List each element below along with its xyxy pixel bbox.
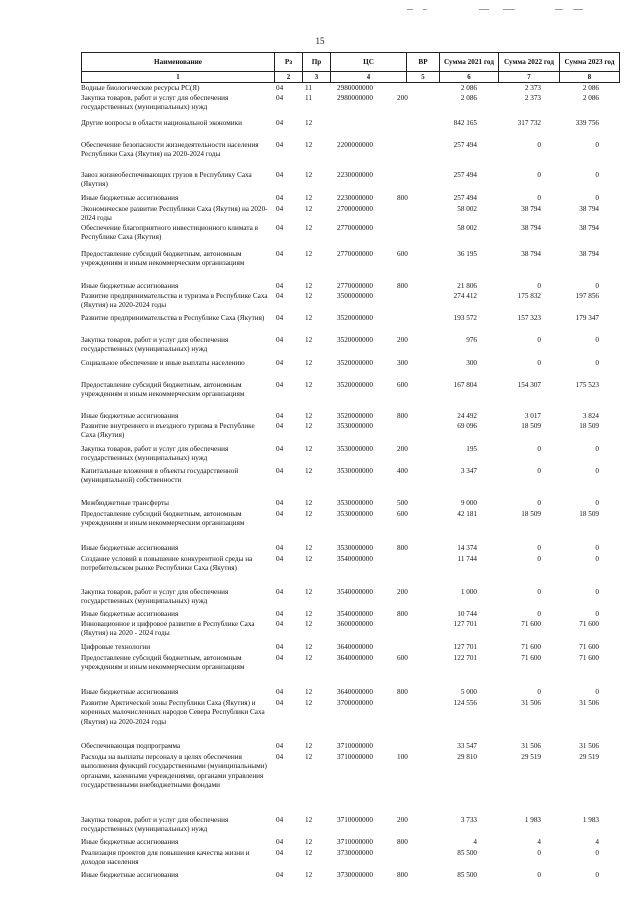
row-sum-2021: 36 195: [457, 250, 477, 258]
row-name: Капитальные вложения в объекты государственной (муниципальной) собственности: [81, 467, 239, 485]
row-pr: 12: [305, 445, 313, 453]
row-sum-2022: 38 794: [521, 250, 541, 258]
row-sum-2021: 14 374: [457, 544, 477, 552]
row-rz: 04: [276, 224, 284, 232]
row-name: Иные бюджетные ассигнования: [81, 838, 179, 846]
row-name: Развитие предпринимательства и туризма в Республике Саха (Якутия) на 2020-2024 годы: [81, 292, 268, 310]
row-sum-2022: 29 519: [521, 753, 541, 761]
row-rz: 04: [276, 336, 284, 344]
row-pr: 12: [305, 119, 313, 127]
row-sum-2022: 0: [537, 499, 541, 507]
row-sum-2021: 11 744: [457, 555, 477, 563]
row-sum-2022: 0: [537, 445, 541, 453]
row-pr: 12: [305, 654, 313, 662]
row-sum-2021: 127 701: [453, 620, 477, 628]
row-name: Иные бюджетные ассигнования: [81, 688, 179, 696]
row-rz: 04: [276, 753, 284, 761]
row-rz: 04: [276, 194, 284, 202]
row-rz: 04: [276, 250, 284, 258]
column-header-sum-2021: Сумма 2021 год: [440, 53, 499, 72]
row-cs: 3530000000: [337, 422, 373, 430]
row-name: Иные бюджетные ассигнования: [81, 194, 179, 202]
row-pr: 12: [305, 499, 313, 507]
row-sum-2022: 0: [537, 359, 541, 367]
row-sum-2023: 0: [595, 194, 599, 202]
column-number: 2: [275, 72, 303, 83]
row-pr: 12: [305, 688, 313, 696]
row-name: Обеспечивающая подпрограмма: [81, 742, 181, 750]
row-rz: 04: [276, 94, 284, 102]
row-cs: 2200000000: [337, 141, 373, 149]
row-pr: 12: [305, 816, 313, 824]
row-cs: 3640000000: [337, 654, 373, 662]
row-sum-2021: 193 572: [453, 314, 477, 322]
row-sum-2021: 10 744: [457, 610, 477, 618]
row-pr: 12: [305, 467, 313, 475]
row-sum-2023: 0: [595, 849, 599, 857]
row-vr: 800: [397, 838, 408, 846]
table-header: [81, 52, 620, 83]
row-sum-2021: 257 494: [453, 141, 477, 149]
row-sum-2021: 69 096: [457, 422, 477, 430]
row-rz: 04: [276, 359, 284, 367]
row-sum-2022: 0: [537, 871, 541, 879]
row-sum-2023: 0: [595, 141, 599, 149]
column-header-sum-2023: Сумма 2023 год: [560, 53, 620, 72]
row-rz: 04: [276, 445, 284, 453]
row-sum-2021: 3 347: [460, 467, 477, 475]
row-cs: 3710000000: [337, 742, 373, 750]
row-pr: 12: [305, 314, 313, 322]
row-rz: 04: [276, 838, 284, 846]
row-sum-2023: 4: [595, 838, 599, 846]
row-name: Предоставление субсидий бюджетным, автономным учреждениям и иным некоммерческим организациям: [81, 381, 245, 399]
row-name: Закупка товаров, работ и услуг для обеспечения государственных (муниципальных) нужд: [81, 336, 229, 354]
row-sum-2022: 317 732: [517, 119, 541, 127]
row-name: Иные бюджетные ассигнования: [81, 544, 179, 552]
row-cs: 3520000000: [337, 381, 373, 389]
row-cs: 3500000000: [337, 292, 373, 300]
row-sum-2021: 167 804: [453, 381, 477, 389]
row-rz: 04: [276, 381, 284, 389]
row-sum-2021: 4: [473, 838, 477, 846]
row-sum-2023: 0: [595, 610, 599, 618]
row-sum-2022: 1 983: [524, 816, 541, 824]
row-sum-2022: 0: [537, 588, 541, 596]
row-pr: 12: [305, 742, 313, 750]
row-sum-2021: 58 002: [457, 224, 477, 232]
row-rz: 04: [276, 205, 284, 213]
row-pr: 12: [305, 699, 313, 707]
row-rz: 04: [276, 292, 284, 300]
row-rz: 04: [276, 588, 284, 596]
row-sum-2023: 0: [595, 588, 599, 596]
row-sum-2022: 0: [537, 610, 541, 618]
row-sum-2023: 339 756: [575, 119, 599, 127]
page-number: 15: [315, 36, 325, 46]
row-sum-2023: 71 600: [579, 620, 599, 628]
row-sum-2022: 0: [537, 336, 541, 344]
row-sum-2022: 154 307: [517, 381, 541, 389]
row-cs: 3600000000: [337, 620, 373, 628]
row-cs: 3540000000: [337, 555, 373, 563]
row-sum-2021: 3 733: [460, 816, 477, 824]
row-sum-2023: 1 983: [582, 816, 599, 824]
row-sum-2023: 0: [595, 171, 599, 179]
row-pr: 11: [305, 94, 312, 102]
column-number: 5: [407, 72, 440, 83]
row-sum-2021: 2 086: [460, 94, 477, 102]
row-vr: 800: [397, 871, 408, 879]
row-name: Инновационное и цифровое развитие в Республике Саха (Якутия) на 2020 - 2024 годы: [81, 620, 255, 638]
column-header-sum-2022: Сумма 2022 год: [499, 53, 560, 72]
row-rz: 04: [276, 654, 284, 662]
row-rz: 04: [276, 610, 284, 618]
row-rz: 04: [276, 643, 284, 651]
row-name: Закупка товаров, работ и услуг для обеспечения государственных (муниципальных) нужд: [81, 588, 229, 606]
row-sum-2023: 38 794: [579, 250, 599, 258]
row-sum-2022: 71 600: [521, 654, 541, 662]
column-number: 8: [560, 72, 620, 83]
row-rz: 04: [276, 742, 284, 750]
row-vr: 800: [397, 610, 408, 618]
row-cs: 3530000000: [337, 510, 373, 518]
row-cs: 2980000000: [337, 84, 373, 92]
row-sum-2022: 4: [537, 838, 541, 846]
row-sum-2022: 18 509: [521, 422, 541, 430]
row-name: Создание условий в повышение конкурентной среды на потребительском рынке Республики Саха (Якутия): [81, 555, 253, 573]
row-sum-2022: 3 017: [524, 412, 541, 420]
row-sum-2023: 2 086: [582, 84, 599, 92]
row-sum-2021: 300: [466, 359, 477, 367]
row-rz: 04: [276, 119, 284, 127]
row-vr: 200: [397, 94, 408, 102]
row-sum-2021: 257 494: [453, 194, 477, 202]
row-cs: 3710000000: [337, 753, 373, 761]
row-name: Реализация проектов для повышения качества жизни и доходов населения: [81, 849, 250, 867]
row-pr: 12: [305, 412, 313, 420]
row-sum-2023: 0: [595, 282, 599, 290]
row-sum-2022: 18 509: [521, 510, 541, 518]
row-rz: 04: [276, 555, 284, 563]
row-name: Экономическое развитие Республики Саха (Якутия) на 2020-2024 годы: [81, 205, 268, 223]
row-rz: 04: [276, 544, 284, 552]
row-name: Иные бюджетные ассигнования: [81, 610, 179, 618]
row-cs: 2770000000: [337, 250, 373, 258]
row-sum-2022: 71 600: [521, 643, 541, 651]
row-sum-2022: 71 600: [521, 620, 541, 628]
row-cs: 3530000000: [337, 467, 373, 475]
row-sum-2022: 0: [537, 282, 541, 290]
row-pr: 12: [305, 544, 313, 552]
row-sum-2022: 175 832: [517, 292, 541, 300]
row-pr: 12: [305, 620, 313, 628]
row-rz: 04: [276, 314, 284, 322]
row-sum-2023: 0: [595, 688, 599, 696]
row-sum-2022: 0: [537, 171, 541, 179]
row-sum-2023: 0: [595, 467, 599, 475]
row-vr: 800: [397, 194, 408, 202]
row-rz: 04: [276, 84, 284, 92]
row-pr: 12: [305, 510, 313, 518]
row-pr: 12: [305, 588, 313, 596]
row-sum-2023: 0: [595, 544, 599, 552]
row-rz: 04: [276, 467, 284, 475]
row-name: Социальное обеспечение и иные выплаты населению: [81, 359, 245, 367]
row-sum-2022: 0: [537, 194, 541, 202]
row-sum-2022: 157 323: [517, 314, 541, 322]
row-name: Обеспечение благоприятного инвестиционного климата в Республике Саха (Якутия): [81, 224, 258, 242]
row-vr: 800: [397, 282, 408, 290]
row-vr: 200: [397, 588, 408, 596]
row-name: Цифровые технологии: [81, 643, 151, 651]
row-cs: 3640000000: [337, 643, 373, 651]
row-rz: 04: [276, 510, 284, 518]
row-pr: 12: [305, 282, 313, 290]
row-cs: 3520000000: [337, 359, 373, 367]
row-vr: 300: [397, 359, 408, 367]
row-vr: 800: [397, 688, 408, 696]
row-sum-2022: 0: [537, 849, 541, 857]
row-sum-2021: 257 494: [453, 171, 477, 179]
row-cs: 3530000000: [337, 544, 373, 552]
row-sum-2022: 38 794: [521, 205, 541, 213]
row-sum-2022: 0: [537, 467, 541, 475]
row-vr: 600: [397, 381, 408, 389]
row-cs: 3520000000: [337, 314, 373, 322]
row-pr: 12: [305, 171, 313, 179]
row-pr: 12: [305, 422, 313, 430]
row-cs: 2770000000: [337, 224, 373, 232]
column-number: 4: [331, 72, 407, 83]
row-sum-2021: 85 500: [457, 871, 477, 879]
row-name: Расходы на выплаты персоналу в целях обеспечения выполнения функций государственными (муниципальными) органами, казенными учреждениями, органами управления государственными внебюджетными фондами: [81, 753, 267, 790]
column-header-pr: Пр: [303, 53, 331, 72]
row-cs: 2980000000: [337, 94, 373, 102]
row-vr: 800: [397, 544, 408, 552]
row-sum-2021: 124 556: [453, 699, 477, 707]
row-sum-2022: 2 373: [524, 84, 541, 92]
row-vr: 600: [397, 654, 408, 662]
row-cs: 3530000000: [337, 499, 373, 507]
row-vr: 100: [397, 753, 408, 761]
row-vr: 800: [397, 412, 408, 420]
row-rz: 04: [276, 871, 284, 879]
row-sum-2023: 38 794: [579, 224, 599, 232]
row-sum-2022: 2 373: [524, 94, 541, 102]
row-vr: 200: [397, 445, 408, 453]
row-sum-2023: 18 509: [579, 510, 599, 518]
row-rz: 04: [276, 141, 284, 149]
row-sum-2021: 29 810: [457, 753, 477, 761]
row-rz: 04: [276, 688, 284, 696]
column-number: 1: [82, 72, 275, 83]
row-rz: 04: [276, 282, 284, 290]
column-header-vr: ВР: [407, 53, 440, 72]
column-number: 3: [303, 72, 331, 83]
row-pr: 12: [305, 555, 313, 563]
row-pr: 12: [305, 849, 313, 857]
row-sum-2021: 58 002: [457, 205, 477, 213]
row-name: Обеспечение безопасности жизнедеятельности населения Республики Саха (Якутия) на 2020-2024 годы: [81, 141, 259, 159]
row-sum-2021: 5 000: [460, 688, 477, 696]
row-sum-2023: 0: [595, 336, 599, 344]
row-pr: 12: [305, 643, 313, 651]
row-sum-2023: 29 519: [579, 753, 599, 761]
row-rz: 04: [276, 699, 284, 707]
row-name: Развитие Арктической зоны Республики Саха (Якутия) и коренных малочисленных народов Севера Республики Саха (Якутия) на 2020-2024 годы: [81, 699, 265, 726]
row-sum-2021: 21 806: [457, 282, 477, 290]
row-sum-2021: 9 000: [460, 499, 477, 507]
row-sum-2021: 42 181: [457, 510, 477, 518]
row-vr: 600: [397, 510, 408, 518]
row-sum-2021: 1 000: [460, 588, 477, 596]
row-sum-2023: 179 347: [575, 314, 599, 322]
row-sum-2021: 195: [466, 445, 477, 453]
row-cs: 3640000000: [337, 688, 373, 696]
row-sum-2022: 31 506: [521, 742, 541, 750]
row-pr: 12: [305, 224, 313, 232]
row-cs: 3530000000: [337, 445, 373, 453]
row-sum-2023: 197 856: [575, 292, 599, 300]
row-sum-2023: 3 824: [582, 412, 599, 420]
row-sum-2023: 71 600: [579, 643, 599, 651]
row-vr: 200: [397, 336, 408, 344]
row-rz: 04: [276, 816, 284, 824]
row-cs: 3730000000: [337, 871, 373, 879]
column-header-rz: Рз: [275, 53, 303, 72]
row-sum-2021: 976: [466, 336, 477, 344]
column-header-cs: ЦС: [331, 53, 407, 72]
row-sum-2023: 38 794: [579, 205, 599, 213]
row-name: Предоставление субсидий бюджетным, автономным учреждениям и иным некоммерческим организациям: [81, 654, 245, 672]
row-cs: 2230000000: [337, 171, 373, 179]
row-pr: 12: [305, 838, 313, 846]
row-pr: 12: [305, 381, 313, 389]
row-cs: 3730000000: [337, 849, 373, 857]
row-rz: 04: [276, 620, 284, 628]
row-name: Закупка товаров, работ и услуг для обеспечения государственных (муниципальных) нужд: [81, 445, 229, 463]
row-name: Развитие предпринимательства в Республике Саха (Якутия): [81, 314, 265, 322]
row-sum-2021: 24 492: [457, 412, 477, 420]
column-number: 6: [440, 72, 499, 83]
row-pr: 12: [305, 336, 313, 344]
row-sum-2023: 0: [595, 555, 599, 563]
row-name: Предоставление субсидий бюджетным, автономным учреждениям и иным некоммерческим организациям: [81, 250, 245, 268]
row-name: Завоз жизнеобеспечивающих грузов в Республику Саха (Якутия): [81, 171, 252, 189]
row-sum-2022: 0: [537, 688, 541, 696]
row-sum-2022: 0: [537, 555, 541, 563]
row-cs: 3710000000: [337, 816, 373, 824]
row-name: Развитие внутреннего и въездного туризма в Республике Саха (Якутия): [81, 422, 255, 440]
row-pr: 11: [305, 84, 312, 92]
column-header-name: Наименование: [82, 53, 275, 72]
row-sum-2021: 33 547: [457, 742, 477, 750]
row-pr: 12: [305, 610, 313, 618]
row-vr: 500: [397, 499, 408, 507]
row-pr: 12: [305, 871, 313, 879]
row-sum-2023: 18 509: [579, 422, 599, 430]
row-vr: 400: [397, 467, 408, 475]
row-name: Межбюджетные трансферты: [81, 499, 169, 507]
row-name: Предоставление субсидий бюджетным, автономным учреждениям и иным некоммерческим организациям: [81, 510, 245, 528]
row-cs: 3710000000: [337, 838, 373, 846]
row-sum-2023: 0: [595, 871, 599, 879]
row-cs: 2230000000: [337, 194, 373, 202]
row-cs: 3700000000: [337, 699, 373, 707]
row-rz: 04: [276, 171, 284, 179]
row-rz: 04: [276, 499, 284, 507]
row-name: Иные бюджетные ассигнования: [81, 412, 179, 420]
row-sum-2023: 31 506: [579, 699, 599, 707]
column-number: 7: [499, 72, 560, 83]
row-cs: 3540000000: [337, 610, 373, 618]
row-pr: 12: [305, 194, 313, 202]
row-sum-2021: 2 086: [460, 84, 477, 92]
row-cs: 3520000000: [337, 412, 373, 420]
row-vr: 200: [397, 816, 408, 824]
row-sum-2023: 0: [595, 445, 599, 453]
row-sum-2021: 842 165: [453, 119, 477, 127]
row-vr: 600: [397, 250, 408, 258]
row-sum-2023: 31 506: [579, 742, 599, 750]
row-sum-2023: 2 086: [582, 94, 599, 102]
row-name: Иные бюджетные ассигнования: [81, 282, 179, 290]
row-sum-2023: 0: [595, 359, 599, 367]
row-name: Закупка товаров, работ и услуг для обеспечения государственных (муниципальных) нужд: [81, 816, 229, 834]
row-pr: 12: [305, 292, 313, 300]
row-sum-2022: 0: [537, 544, 541, 552]
row-name: Другие вопросы в области национальной экономики: [81, 119, 242, 127]
row-rz: 04: [276, 422, 284, 430]
row-cs: 2770000000: [337, 282, 373, 290]
row-rz: 04: [276, 849, 284, 857]
row-rz: 04: [276, 412, 284, 420]
row-sum-2021: 127 701: [453, 643, 477, 651]
row-sum-2023: 71 600: [579, 654, 599, 662]
scan-artifact-marks: [395, 9, 595, 13]
row-sum-2021: 122 701: [453, 654, 477, 662]
row-pr: 12: [305, 205, 313, 213]
row-name: Закупка товаров, работ и услуг для обеспечения государственных (муниципальных) нужд: [81, 94, 229, 112]
row-cs: 3540000000: [337, 588, 373, 596]
row-sum-2021: 85 500: [457, 849, 477, 857]
row-cs: 3520000000: [337, 336, 373, 344]
row-pr: 12: [305, 753, 313, 761]
row-pr: 12: [305, 359, 313, 367]
row-sum-2023: 0: [595, 499, 599, 507]
row-name: Иные бюджетные ассигнования: [81, 871, 179, 879]
row-cs: 2700000000: [337, 205, 373, 213]
row-sum-2023: 175 523: [575, 381, 599, 389]
row-sum-2022: 31 506: [521, 699, 541, 707]
row-name: Водные биологические ресурсы РС(Я): [81, 84, 200, 92]
row-pr: 12: [305, 141, 313, 149]
row-sum-2022: 0: [537, 141, 541, 149]
row-sum-2022: 38 794: [521, 224, 541, 232]
row-pr: 12: [305, 250, 313, 258]
row-sum-2021: 274 412: [453, 292, 477, 300]
